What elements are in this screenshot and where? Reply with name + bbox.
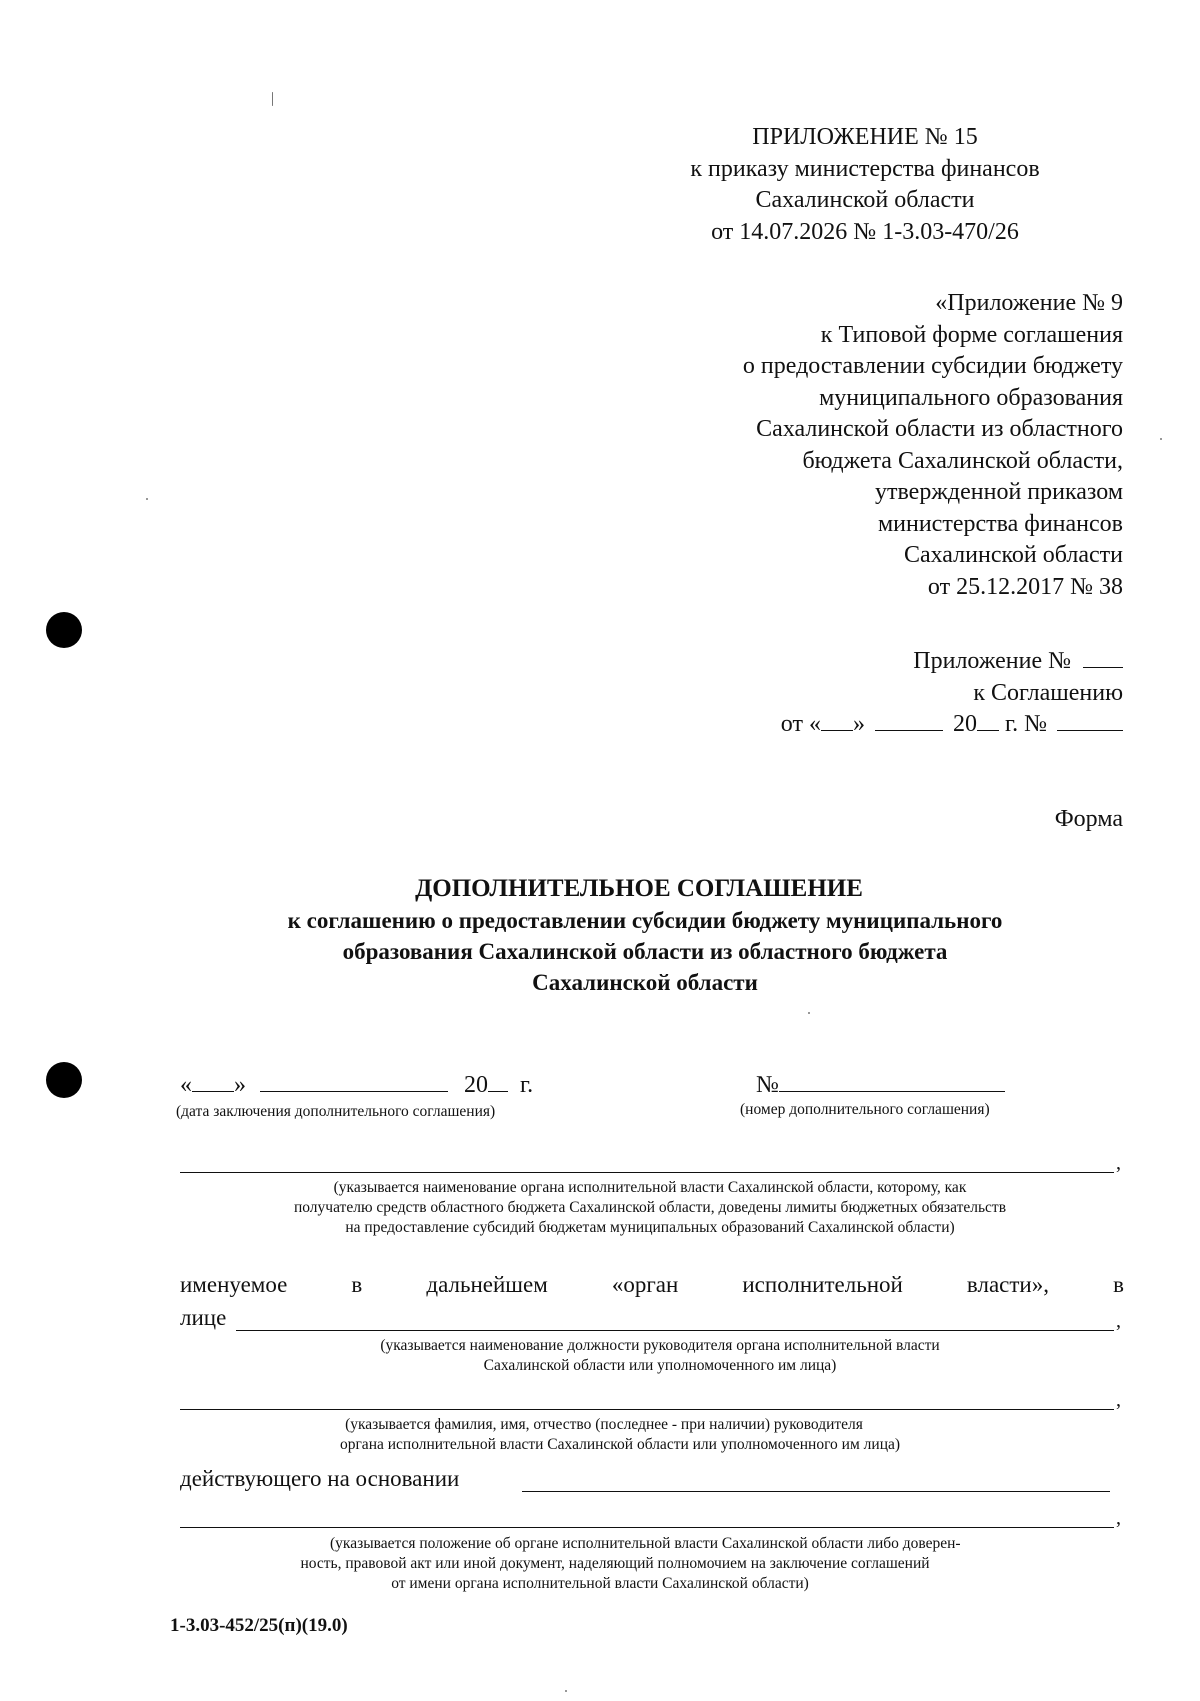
title-sub-3: Сахалинской области bbox=[532, 970, 758, 995]
punch-hole-top bbox=[46, 612, 82, 648]
basis-document-line bbox=[180, 1527, 1114, 1528]
agreement-date-line bbox=[600, 709, 1123, 741]
appendix-ref-line: министерства финансов bbox=[877, 510, 1123, 537]
agreement-reference bbox=[600, 646, 1123, 741]
to-agreement-label: к Соглашению bbox=[973, 679, 1123, 706]
position-line bbox=[236, 1330, 1114, 1331]
title-sub-1: к соглашению о предоставлении субсидии бюджету муниципального bbox=[287, 908, 1003, 933]
date-quote-open: « bbox=[180, 1072, 192, 1098]
appendix-number-line bbox=[600, 646, 1123, 678]
scan-speck bbox=[808, 1012, 810, 1014]
full-name-line bbox=[180, 1409, 1114, 1410]
title-sub-2: образования Сахалинской области из областного бюджета bbox=[342, 939, 948, 964]
header-title: ПРИЛОЖЕНИЕ № 15 bbox=[752, 124, 978, 150]
date-year-blank bbox=[488, 1091, 508, 1092]
date-month-blank bbox=[260, 1091, 448, 1092]
organ-name-caption bbox=[165, 1178, 1135, 1238]
basis-caption-line: (указывается положение об органе исполнительной власти Сахалинской области либо доверен- bbox=[330, 1535, 961, 1552]
appendix-label: Приложение № bbox=[913, 648, 1071, 674]
appendix-reference bbox=[580, 288, 1123, 603]
named-word: в bbox=[1113, 1272, 1124, 1297]
basis-document-caption bbox=[210, 1534, 1130, 1594]
from-label: от « bbox=[780, 711, 821, 737]
organ-name-caption-line: (указывается наименование органа исполнительной власти Сахалинской области, которому, как bbox=[333, 1179, 967, 1196]
full-name-caption bbox=[220, 1415, 1020, 1455]
organ-name-caption-line: получателю средств областного бюджета Сахалинской области, доведены лимиты бюджетных обязательств bbox=[293, 1199, 1007, 1216]
appendix-ref-line: Сахалинской области из областного bbox=[756, 416, 1123, 442]
day-blank bbox=[821, 730, 853, 731]
agreement-number-blank bbox=[779, 1091, 1005, 1092]
quote-close: » bbox=[852, 711, 865, 737]
position-caption-line: Сахалинской области или уполномоченного им лица) bbox=[483, 1357, 837, 1374]
header-block bbox=[640, 122, 1090, 248]
in-person-label: лице bbox=[180, 1305, 227, 1330]
acting-basis-line bbox=[522, 1491, 1110, 1492]
organ-name-caption-line: на предоставление субсидий бюджетам муниципальных образований Сахалинской области) bbox=[345, 1219, 955, 1236]
date-caption: (дата заключения дополнительного соглашения) bbox=[176, 1103, 496, 1120]
header-line-3: от 14.07.2026 № 1-3.03-470/26 bbox=[711, 218, 1019, 245]
scan-speck bbox=[272, 92, 273, 106]
year-suffix: г. № bbox=[1004, 711, 1047, 737]
named-as-line bbox=[180, 1272, 1124, 1298]
header-line-1: к приказу министерства финансов bbox=[690, 155, 1040, 182]
header-line-2: Сахалинской области bbox=[755, 187, 975, 213]
year-blank bbox=[977, 730, 999, 731]
scan-speck bbox=[565, 1690, 567, 1692]
named-word: исполнительной bbox=[742, 1272, 903, 1297]
basis-caption-line: ность, правовой акт или иной документ, наделяющий полномочием на заключение соглашений bbox=[300, 1555, 930, 1572]
date-year-suffix: г. bbox=[520, 1072, 534, 1098]
date-day-blank bbox=[192, 1091, 234, 1092]
appendix-ref-line: от 25.12.2017 № 38 bbox=[927, 573, 1123, 600]
number-sign: № bbox=[756, 1072, 779, 1098]
title-main: ДОПОЛНИТЕЛЬНОЕ СОГЛАШЕНИЕ bbox=[415, 875, 863, 902]
scan-speck bbox=[146, 498, 148, 500]
appendix-number-blank bbox=[1083, 667, 1123, 668]
appendix-ref-line: бюджета Сахалинской области, bbox=[802, 447, 1123, 474]
position-comma: , bbox=[1116, 1310, 1121, 1332]
scan-speck bbox=[1160, 438, 1162, 440]
appendix-ref-line: о предоставлении субсидии бюджету bbox=[742, 353, 1123, 379]
punch-hole-bottom bbox=[46, 1062, 82, 1098]
acting-basis-label: действующего на основании bbox=[180, 1466, 460, 1491]
document-title bbox=[170, 873, 1120, 998]
position-caption bbox=[260, 1336, 1060, 1376]
date-year-prefix: 20 bbox=[464, 1072, 488, 1098]
named-word: дальнейшем bbox=[426, 1272, 548, 1297]
appendix-ref-line: «Приложение № 9 bbox=[935, 290, 1123, 316]
position-caption-line: (указывается наименование должности руководителя органа исполнительной власти bbox=[380, 1337, 940, 1354]
named-word: именуемое bbox=[180, 1272, 288, 1297]
year-prefix: 20 bbox=[952, 711, 977, 737]
named-word: власти», bbox=[966, 1272, 1049, 1297]
appendix-ref-line: муниципального образования bbox=[819, 384, 1123, 411]
full-name-caption-line: (указывается фамилия, имя, отчество (последнее - при наличии) руководителя bbox=[345, 1416, 863, 1433]
appendix-ref-line: к Типовой форме соглашения bbox=[820, 321, 1123, 348]
organ-name-line bbox=[180, 1172, 1114, 1173]
named-word: в bbox=[351, 1272, 363, 1297]
month-blank bbox=[875, 730, 943, 731]
number-caption: (номер дополнительного соглашения) bbox=[740, 1101, 990, 1118]
basis-document-comma: , bbox=[1116, 1507, 1121, 1529]
appendix-ref-line: утвержденной приказом bbox=[874, 479, 1123, 505]
full-name-comma: , bbox=[1116, 1389, 1121, 1411]
number-field bbox=[756, 1070, 1005, 1100]
named-word: «орган bbox=[611, 1272, 679, 1297]
agreement-number-blank bbox=[1057, 730, 1123, 731]
appendix-ref-line: Сахалинской области bbox=[903, 542, 1123, 568]
basis-caption-line: от имени органа исполнительной власти Сахалинской области) bbox=[391, 1575, 809, 1592]
full-name-caption-line: органа исполнительной власти Сахалинской области или уполномоченного им лица) bbox=[339, 1436, 901, 1453]
form-label: Форма bbox=[1054, 806, 1123, 832]
date-quote-close: » bbox=[234, 1072, 246, 1098]
footer-code: 1-3.03-452/25(п)(19.0) bbox=[170, 1615, 348, 1636]
organ-name-comma: , bbox=[1116, 1152, 1121, 1174]
